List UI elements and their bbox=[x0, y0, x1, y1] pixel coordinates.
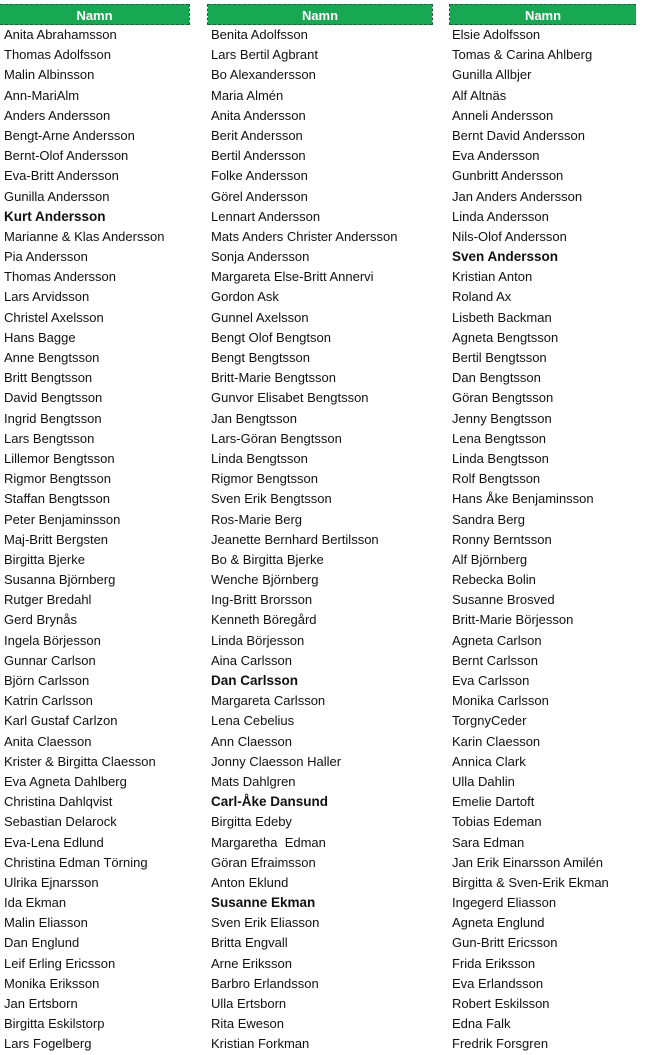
name-cell[interactable]: Jan Erik Einarsson Amilén bbox=[452, 854, 604, 870]
name-cell[interactable]: Ulla Dahlin bbox=[452, 773, 515, 789]
name-cell[interactable]: Monika Carlsson bbox=[452, 693, 549, 709]
column-gap-1 bbox=[189, 4, 208, 25]
name-cell[interactable]: Anita Abrahamsson bbox=[4, 27, 117, 42]
name-cell[interactable]: Anita Andersson bbox=[211, 107, 306, 123]
name-cell[interactable]: Lena Cebelius bbox=[211, 713, 295, 729]
name-cell[interactable]: Margareta Else-Britt Annervi bbox=[211, 269, 374, 285]
name-cell[interactable]: Gerd Brynås bbox=[4, 612, 77, 628]
name-cell[interactable]: Elsie Adolfsson bbox=[452, 27, 541, 42]
name-cell[interactable]: Christina Dahlqvist bbox=[4, 794, 113, 810]
name-cell[interactable]: Karin Claesson bbox=[452, 733, 541, 749]
name-cell[interactable]: Malin Eliasson bbox=[4, 915, 88, 931]
name-cell[interactable]: Britt-Marie Bengtsson bbox=[211, 370, 336, 386]
name-cell[interactable]: Bo Alexandersson bbox=[211, 67, 316, 83]
name-cell[interactable]: Folke Andersson bbox=[211, 168, 308, 184]
column-gap-2 bbox=[432, 4, 450, 25]
name-cell[interactable]: Carl-Åke Dansund bbox=[211, 794, 329, 810]
name-cell[interactable]: Agneta Englund bbox=[452, 915, 545, 931]
name-cell[interactable]: Sebastian Delarock bbox=[4, 814, 117, 830]
name-cell[interactable]: Margareta Carlsson bbox=[211, 693, 326, 709]
name-cell[interactable]: Eva Erlandsson bbox=[452, 975, 544, 991]
name-column-3 bbox=[452, 25, 642, 1055]
name-cell[interactable]: Christel Axelsson bbox=[4, 309, 104, 325]
name-cell[interactable]: Katrin Carlsson bbox=[4, 693, 93, 709]
name-cell[interactable]: Susanne Ekman bbox=[211, 895, 316, 911]
column-header-namn-2[interactable]: Namn bbox=[208, 4, 432, 25]
name-cell[interactable]: Anita Claesson bbox=[4, 733, 92, 749]
name-cell[interactable]: Ros-Marie Berg bbox=[211, 511, 303, 527]
name-cell[interactable]: Gunnel Axelsson bbox=[211, 309, 309, 325]
name-cell[interactable]: Ingrid Bengtsson bbox=[4, 410, 102, 426]
name-cell[interactable]: Bengt Bengtsson bbox=[211, 350, 311, 365]
name-cell[interactable]: Eva-Lena Edlund bbox=[4, 834, 104, 850]
name-cell[interactable]: Ann Claesson bbox=[211, 733, 292, 749]
name-cell[interactable]: Gordon Ask bbox=[211, 289, 279, 305]
name-cell[interactable]: Jan Bengtsson bbox=[211, 410, 298, 426]
name-cell[interactable]: Anton Eklund bbox=[211, 874, 289, 890]
name-cell[interactable]: Rigmor Bengtsson bbox=[4, 471, 111, 487]
name-cell[interactable]: Bernt David Andersson bbox=[452, 127, 585, 143]
name-cell[interactable]: Linda Bengtsson bbox=[452, 450, 549, 466]
name-cell[interactable]: Dan Carlsson bbox=[211, 673, 299, 688]
name-cell[interactable]: Robert Eskilsson bbox=[452, 996, 550, 1011]
name-cell[interactable]: Ulrika Ejnarsson bbox=[4, 874, 99, 890]
name-cell[interactable]: Tomas & Carina Ahlberg bbox=[452, 47, 593, 63]
name-cell[interactable]: Sven Andersson bbox=[452, 249, 559, 265]
name-cell[interactable]: Hans Bagge bbox=[4, 329, 76, 345]
name-cell[interactable]: Aina Carlsson bbox=[211, 652, 292, 668]
name-cell[interactable]: Eva-Britt Andersson bbox=[4, 168, 119, 184]
name-cell[interactable]: Fredrik Forsgren bbox=[452, 1036, 549, 1052]
name-cell[interactable]: Lars Bengtsson bbox=[4, 430, 95, 446]
name-cell[interactable]: Linda Bengtsson bbox=[211, 450, 308, 466]
name-cell[interactable]: Susanne Brosved bbox=[452, 592, 555, 608]
name-cell[interactable]: Gunnar Carlson bbox=[4, 652, 96, 668]
name-cell[interactable]: Rolf Bengtsson bbox=[452, 471, 541, 487]
name-cell[interactable]: Maria Almén bbox=[211, 87, 284, 103]
name-cell[interactable]: Lars-Göran Bengtsson bbox=[211, 430, 342, 446]
name-cell[interactable]: Benita Adolfsson bbox=[211, 27, 308, 42]
name-column-1 bbox=[4, 25, 204, 1055]
name-cell[interactable]: Britta Engvall bbox=[211, 935, 288, 951]
name-cell[interactable]: Krister & Birgitta Claesson bbox=[4, 753, 156, 769]
name-cell[interactable]: Gun-Britt Ericsson bbox=[452, 935, 558, 951]
name-cell[interactable]: Berit Andersson bbox=[211, 127, 303, 143]
name-cell[interactable]: Annica Clark bbox=[452, 753, 526, 769]
name-cell[interactable]: Britt Bengtsson bbox=[4, 370, 93, 386]
name-cell[interactable]: Barbro Erlandsson bbox=[211, 975, 319, 991]
name-cell[interactable]: Linda Börjesson bbox=[211, 632, 305, 648]
name-cell[interactable]: Rutger Bredahl bbox=[4, 592, 92, 608]
name-cell[interactable]: Jeanette Bernhard Bertilsson bbox=[211, 531, 379, 547]
name-cell[interactable]: Kristian Forkman bbox=[211, 1036, 310, 1052]
name-cell[interactable]: Dan Bengtsson bbox=[452, 370, 541, 386]
name-cell[interactable]: Agneta Bengtsson bbox=[452, 329, 559, 345]
name-cell[interactable]: David Bengtsson bbox=[4, 390, 103, 406]
column-header-namn-3[interactable]: Namn bbox=[450, 4, 636, 25]
name-cell[interactable]: Frida Eriksson bbox=[452, 955, 536, 971]
name-cell[interactable]: Alf Altnäs bbox=[452, 87, 507, 103]
name-cell[interactable]: Ulla Ertsborn bbox=[211, 996, 287, 1011]
name-cell[interactable]: Eva Agneta Dahlberg bbox=[4, 773, 127, 789]
name-cell[interactable]: Kurt Andersson bbox=[4, 208, 106, 224]
name-cell[interactable]: Roland Ax bbox=[452, 289, 512, 305]
name-cell[interactable]: Christina Edman Törning bbox=[4, 854, 148, 870]
name-cell[interactable]: Mats Anders Christer Andersson bbox=[211, 228, 398, 244]
name-cell[interactable]: Ida Ekman bbox=[4, 895, 67, 911]
name-cell[interactable]: Rebecka Bolin bbox=[452, 572, 536, 588]
name-cell[interactable]: Bertil Bengtsson bbox=[452, 350, 547, 365]
name-cell[interactable]: Jenny Bengtsson bbox=[452, 410, 552, 426]
name-cell[interactable]: Lennart Andersson bbox=[211, 208, 321, 224]
name-cell[interactable]: Susanna Björnberg bbox=[4, 572, 116, 588]
name-cell[interactable]: Ingela Börjesson bbox=[4, 632, 101, 648]
name-cell[interactable]: Lillemor Bengtsson bbox=[4, 450, 115, 466]
name-cell[interactable]: Alf Björnberg bbox=[452, 551, 528, 567]
name-cell[interactable]: Wenche Björnberg bbox=[211, 572, 319, 588]
name-cell[interactable]: Kristian Anton bbox=[452, 269, 533, 285]
name-cell[interactable]: Bengt-Arne Andersson bbox=[4, 127, 135, 143]
name-cell[interactable]: Karl Gustaf Carlzon bbox=[4, 713, 118, 729]
name-cell[interactable]: Sven Erik Bengtsson bbox=[211, 491, 332, 507]
name-cell[interactable]: Birgitta Bjerke bbox=[4, 551, 85, 567]
name-cell[interactable]: Britt-Marie Börjesson bbox=[452, 612, 574, 628]
name-cell[interactable]: Birgitta Edeby bbox=[211, 814, 292, 830]
name-cell[interactable]: Eva Carlsson bbox=[452, 673, 530, 688]
name-cell[interactable]: Bernt Carlsson bbox=[452, 652, 538, 668]
name-cell[interactable]: Göran Efraimsson bbox=[211, 854, 316, 870]
name-cell[interactable]: Lars Bertil Agbrant bbox=[211, 47, 318, 63]
name-cell[interactable]: Ingegerd Eliasson bbox=[452, 895, 557, 911]
column-header-namn-1[interactable]: Namn bbox=[0, 4, 189, 25]
name-cell[interactable]: Gunvor Elisabet Bengtsson bbox=[211, 390, 369, 406]
name-cell[interactable]: Rigmor Bengtsson bbox=[211, 471, 318, 487]
name-cell[interactable]: TorgnyCeder bbox=[452, 713, 527, 729]
name-cell[interactable]: Kenneth Böregård bbox=[211, 612, 317, 628]
name-cell[interactable]: Leif Erling Ericsson bbox=[4, 955, 116, 971]
name-cell[interactable]: Jan Ertsborn bbox=[4, 996, 78, 1011]
name-cell[interactable]: Thomas Adolfsson bbox=[4, 47, 111, 63]
name-cell[interactable]: Göran Bengtsson bbox=[452, 390, 554, 406]
name-cell[interactable]: Sara Edman bbox=[452, 834, 525, 850]
name-cell[interactable]: Edna Falk bbox=[452, 1016, 511, 1032]
name-cell[interactable]: Sonja Andersson bbox=[211, 249, 310, 265]
name-cell[interactable]: Thomas Andersson bbox=[4, 269, 117, 285]
name-cell[interactable]: Hans Åke Benjaminsson bbox=[452, 491, 594, 507]
name-cell[interactable]: Eva Andersson bbox=[452, 148, 540, 164]
name-cell[interactable]: Arne Eriksson bbox=[211, 955, 292, 971]
name-cell[interactable]: Marianne & Klas Andersson bbox=[4, 228, 165, 244]
name-cell[interactable]: Dan Englund bbox=[4, 935, 80, 951]
name-cell[interactable]: Lars Fogelberg bbox=[4, 1036, 92, 1052]
name-cell[interactable]: Nils-Olof Andersson bbox=[452, 228, 567, 244]
name-cell[interactable]: Mats Dahlgren bbox=[211, 773, 296, 789]
name-cell[interactable]: Björn Carlsson bbox=[4, 673, 90, 688]
name-cell[interactable]: Lars Arvidsson bbox=[4, 289, 90, 305]
name-cell[interactable]: Tobias Edeman bbox=[452, 814, 542, 830]
name-cell[interactable]: Birgitta & Sven-Erik Ekman bbox=[452, 874, 609, 890]
name-cell[interactable]: Malin Albinsson bbox=[4, 67, 95, 83]
name-cell[interactable]: Bertil Andersson bbox=[211, 148, 306, 164]
name-cell[interactable]: Görel Andersson bbox=[211, 188, 308, 204]
name-cell[interactable]: Bernt-Olof Andersson bbox=[4, 148, 129, 164]
name-cell[interactable]: Gunbritt Andersson bbox=[452, 168, 564, 184]
name-cell[interactable]: Bo & Birgitta Bjerke bbox=[211, 551, 324, 567]
name-cell[interactable]: Ronny Berntsson bbox=[452, 531, 552, 547]
name-cell[interactable]: Linda Andersson bbox=[452, 208, 549, 224]
name-cell[interactable]: Ing-Britt Brorsson bbox=[211, 592, 313, 608]
name-cell[interactable]: Emelie Dartoft bbox=[452, 794, 535, 810]
name-cell[interactable]: Anne Bengtsson bbox=[4, 350, 100, 365]
name-cell[interactable]: Agneta Carlson bbox=[452, 632, 542, 648]
name-cell[interactable]: Jan Anders Andersson bbox=[452, 188, 583, 204]
name-cell[interactable]: Monika Eriksson bbox=[4, 975, 100, 991]
name-cell[interactable]: Lisbeth Backman bbox=[452, 309, 552, 325]
name-cell[interactable]: Jonny Claesson Haller bbox=[211, 753, 342, 769]
name-cell[interactable]: Rita Eweson bbox=[211, 1016, 284, 1032]
name-cell[interactable]: Margaretha Edman bbox=[211, 834, 326, 850]
name-cell[interactable]: Birgitta Eskilstorp bbox=[4, 1016, 105, 1032]
name-cell[interactable]: Lena Bengtsson bbox=[452, 430, 546, 446]
name-cell[interactable]: Gunilla Andersson bbox=[4, 188, 110, 204]
name-cell[interactable]: Gunilla Allbjer bbox=[452, 67, 532, 83]
name-cell[interactable]: Peter Benjaminsson bbox=[4, 511, 121, 527]
name-cell[interactable]: Staffan Bengtsson bbox=[4, 491, 111, 507]
name-cell[interactable]: Bengt Olof Bengtson bbox=[211, 329, 331, 345]
name-cell[interactable]: Ann-MariAlm bbox=[4, 87, 80, 103]
name-cell[interactable]: Anneli Andersson bbox=[452, 107, 554, 123]
name-cell[interactable]: Sven Erik Eliasson bbox=[211, 915, 320, 931]
name-column-2 bbox=[211, 25, 447, 1055]
name-cell[interactable]: Sandra Berg bbox=[452, 511, 525, 527]
name-cell[interactable]: Maj-Britt Bergsten bbox=[4, 531, 109, 547]
name-cell[interactable]: Anders Andersson bbox=[4, 107, 111, 123]
name-cell[interactable]: Pia Andersson bbox=[4, 249, 88, 265]
